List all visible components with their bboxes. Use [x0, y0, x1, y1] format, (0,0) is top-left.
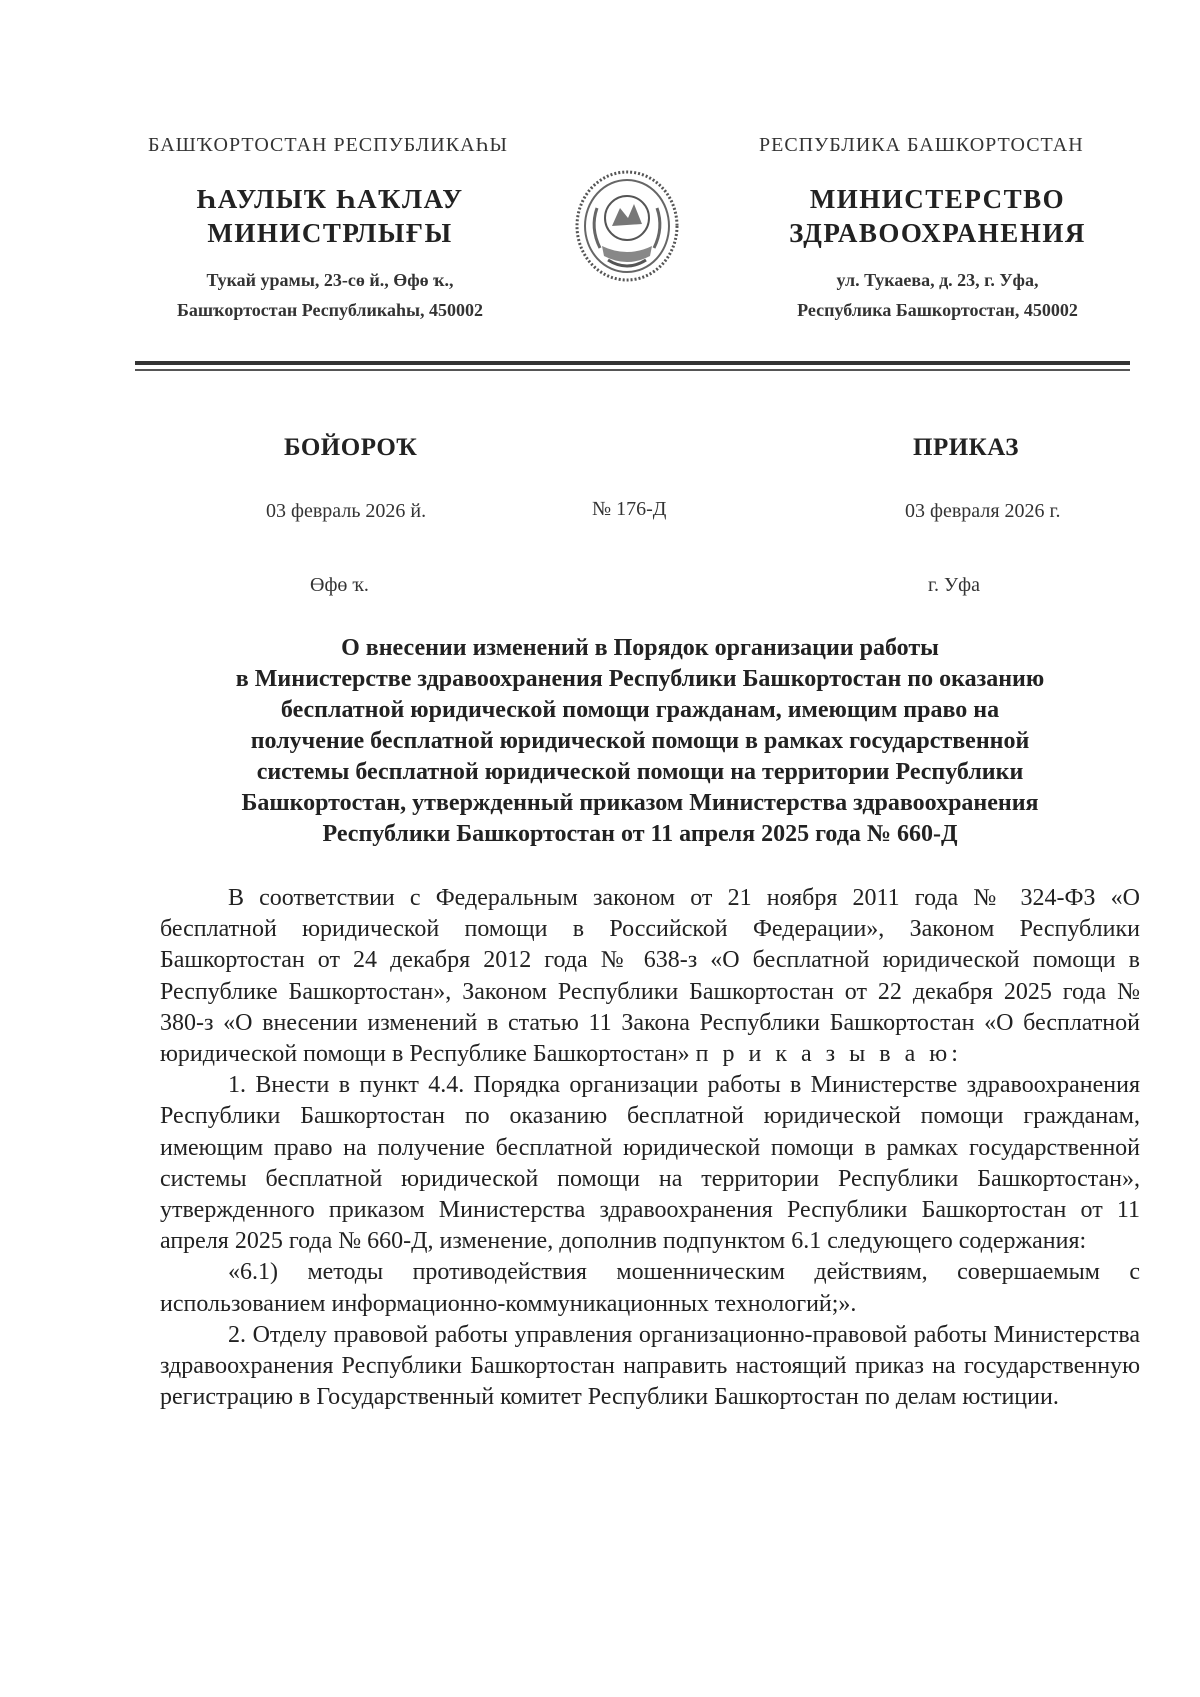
header-left-republic: БАШҠОРТОСТАН РЕСПУБЛИКАҺЫ: [148, 134, 508, 156]
header-left-address: [150, 265, 510, 325]
preamble-text: В соответствии с Федеральным законом от 21 ноября 2011 года № 324-ФЗ «О бесплатной юридической помощи в Российской Федерации», Законом Республики Башкортостан от 24 декабря 2012 года № 638-з «О бесплатной юридической помощи в Республике Башкортостан», Законом Республики Башкортостан от 22 декабря 2025 года № 380-з «О внесении изменений в статью 11 Закона Республики Башкортостан «О бесплатной юридической помощи в Республике Башкортостан»: [160, 885, 1140, 1068]
header-right-address-line-1: ул. Тукаева, д. 23, г. Уфа,: [836, 270, 1039, 290]
header-left-address-line-2: Башҡортостан Республикаһы, 450002: [176, 300, 484, 320]
header-left-ministry-line-2: МИНИСТРЛЫҒЫ: [207, 218, 453, 248]
subject-line: в Министерстве здравоохранения Республики Башкортостан по оказанию: [235, 666, 1045, 692]
order-date-bashkir: 03 февраль 2026 й.: [266, 500, 427, 522]
header-divider-thick: [135, 361, 1130, 365]
order-number: № 176-Д: [592, 498, 667, 520]
order-title-russian: ПРИКАЗ: [913, 434, 1019, 461]
order-title-bashkir: БОЙОРОҠ: [284, 434, 418, 461]
body-item-1-quote: «6.1) методы противодействия мошенническим действиям, совершаемым с использованием информационно-коммуникационных технологий;».: [160, 1259, 1140, 1317]
subject-line: О внесении изменений в Порядок организации работы: [341, 635, 939, 661]
body-item-2: 2. Отделу правовой работы управления организационно-правовой работы Министерства здравоохранения Республики Башкортостан направить настоящий приказ на государственную регистрацию в Государственный комитет Республики Башкортостан по делам юстиции.: [160, 1321, 1140, 1411]
order-city-bashkir: Өфө ҡ.: [310, 574, 369, 596]
header-right-address: [760, 265, 1115, 325]
header-right-ministry-line-1: МИНИСТЕРСТВО: [809, 184, 1066, 214]
header-divider-thin: [135, 369, 1130, 371]
body-item-1: 1. Внести в пункт 4.4. Порядка организации работы в Министерстве здравоохранения Республики Башкортостан по оказанию бесплатной юридической помощи гражданам, имеющим право на получение бесплатной юридической помощи в рамках государственной системы бесплатной юридической помощи на территории Республики Башкортостан», утвержденного приказом Министерства здравоохранения Республики Башкортостан от 11 апреля 2025 года № 660-Д, изменение, дополнив подпунктом 6.1 следующего содержания:: [160, 1072, 1140, 1255]
header-right-ministry-line-2: ЗДРАВООХРАНЕНИЯ: [789, 218, 1086, 248]
coat-of-arms-emblem: [572, 168, 682, 288]
order-body: [160, 883, 1140, 1413]
order-date-russian: 03 февраля 2026 г.: [905, 500, 1061, 522]
header-right-address-line-2: Республика Башкортостан, 450002: [797, 300, 1078, 320]
header-left-ministry-line-1: ҺАУЛЫҠ ҺАҠЛАУ: [196, 184, 464, 214]
order-city-russian: г. Уфа: [928, 574, 980, 596]
order-subject: [150, 633, 1130, 850]
subject-line: Башкортостан, утвержденный приказом Министерства здравоохранения: [241, 790, 1039, 816]
header-left-ministry: [150, 182, 510, 250]
coat-of-arms-icon: [572, 168, 682, 288]
subject-line: получение бесплатной юридической помощи в рамках государственной: [250, 728, 1030, 754]
header-left-address-line-1: Тукай урамы, 23-сө й., Өфө ҡ.,: [206, 270, 454, 290]
subject-line: системы бесплатной юридической помощи на территории Республики: [256, 759, 1024, 785]
body-preamble: [160, 883, 1140, 1070]
header-right-ministry: [760, 182, 1115, 250]
order-word: п р и к а з ы в а ю:: [695, 1041, 962, 1068]
header-right-republic: РЕСПУБЛИКА БАШКОРТОСТАН: [759, 134, 1084, 156]
subject-line: бесплатной юридической помощи гражданам, имеющим право на: [280, 697, 1000, 723]
subject-line: Республики Башкортостан от 11 апреля 2025 года № 660-Д: [322, 821, 958, 847]
